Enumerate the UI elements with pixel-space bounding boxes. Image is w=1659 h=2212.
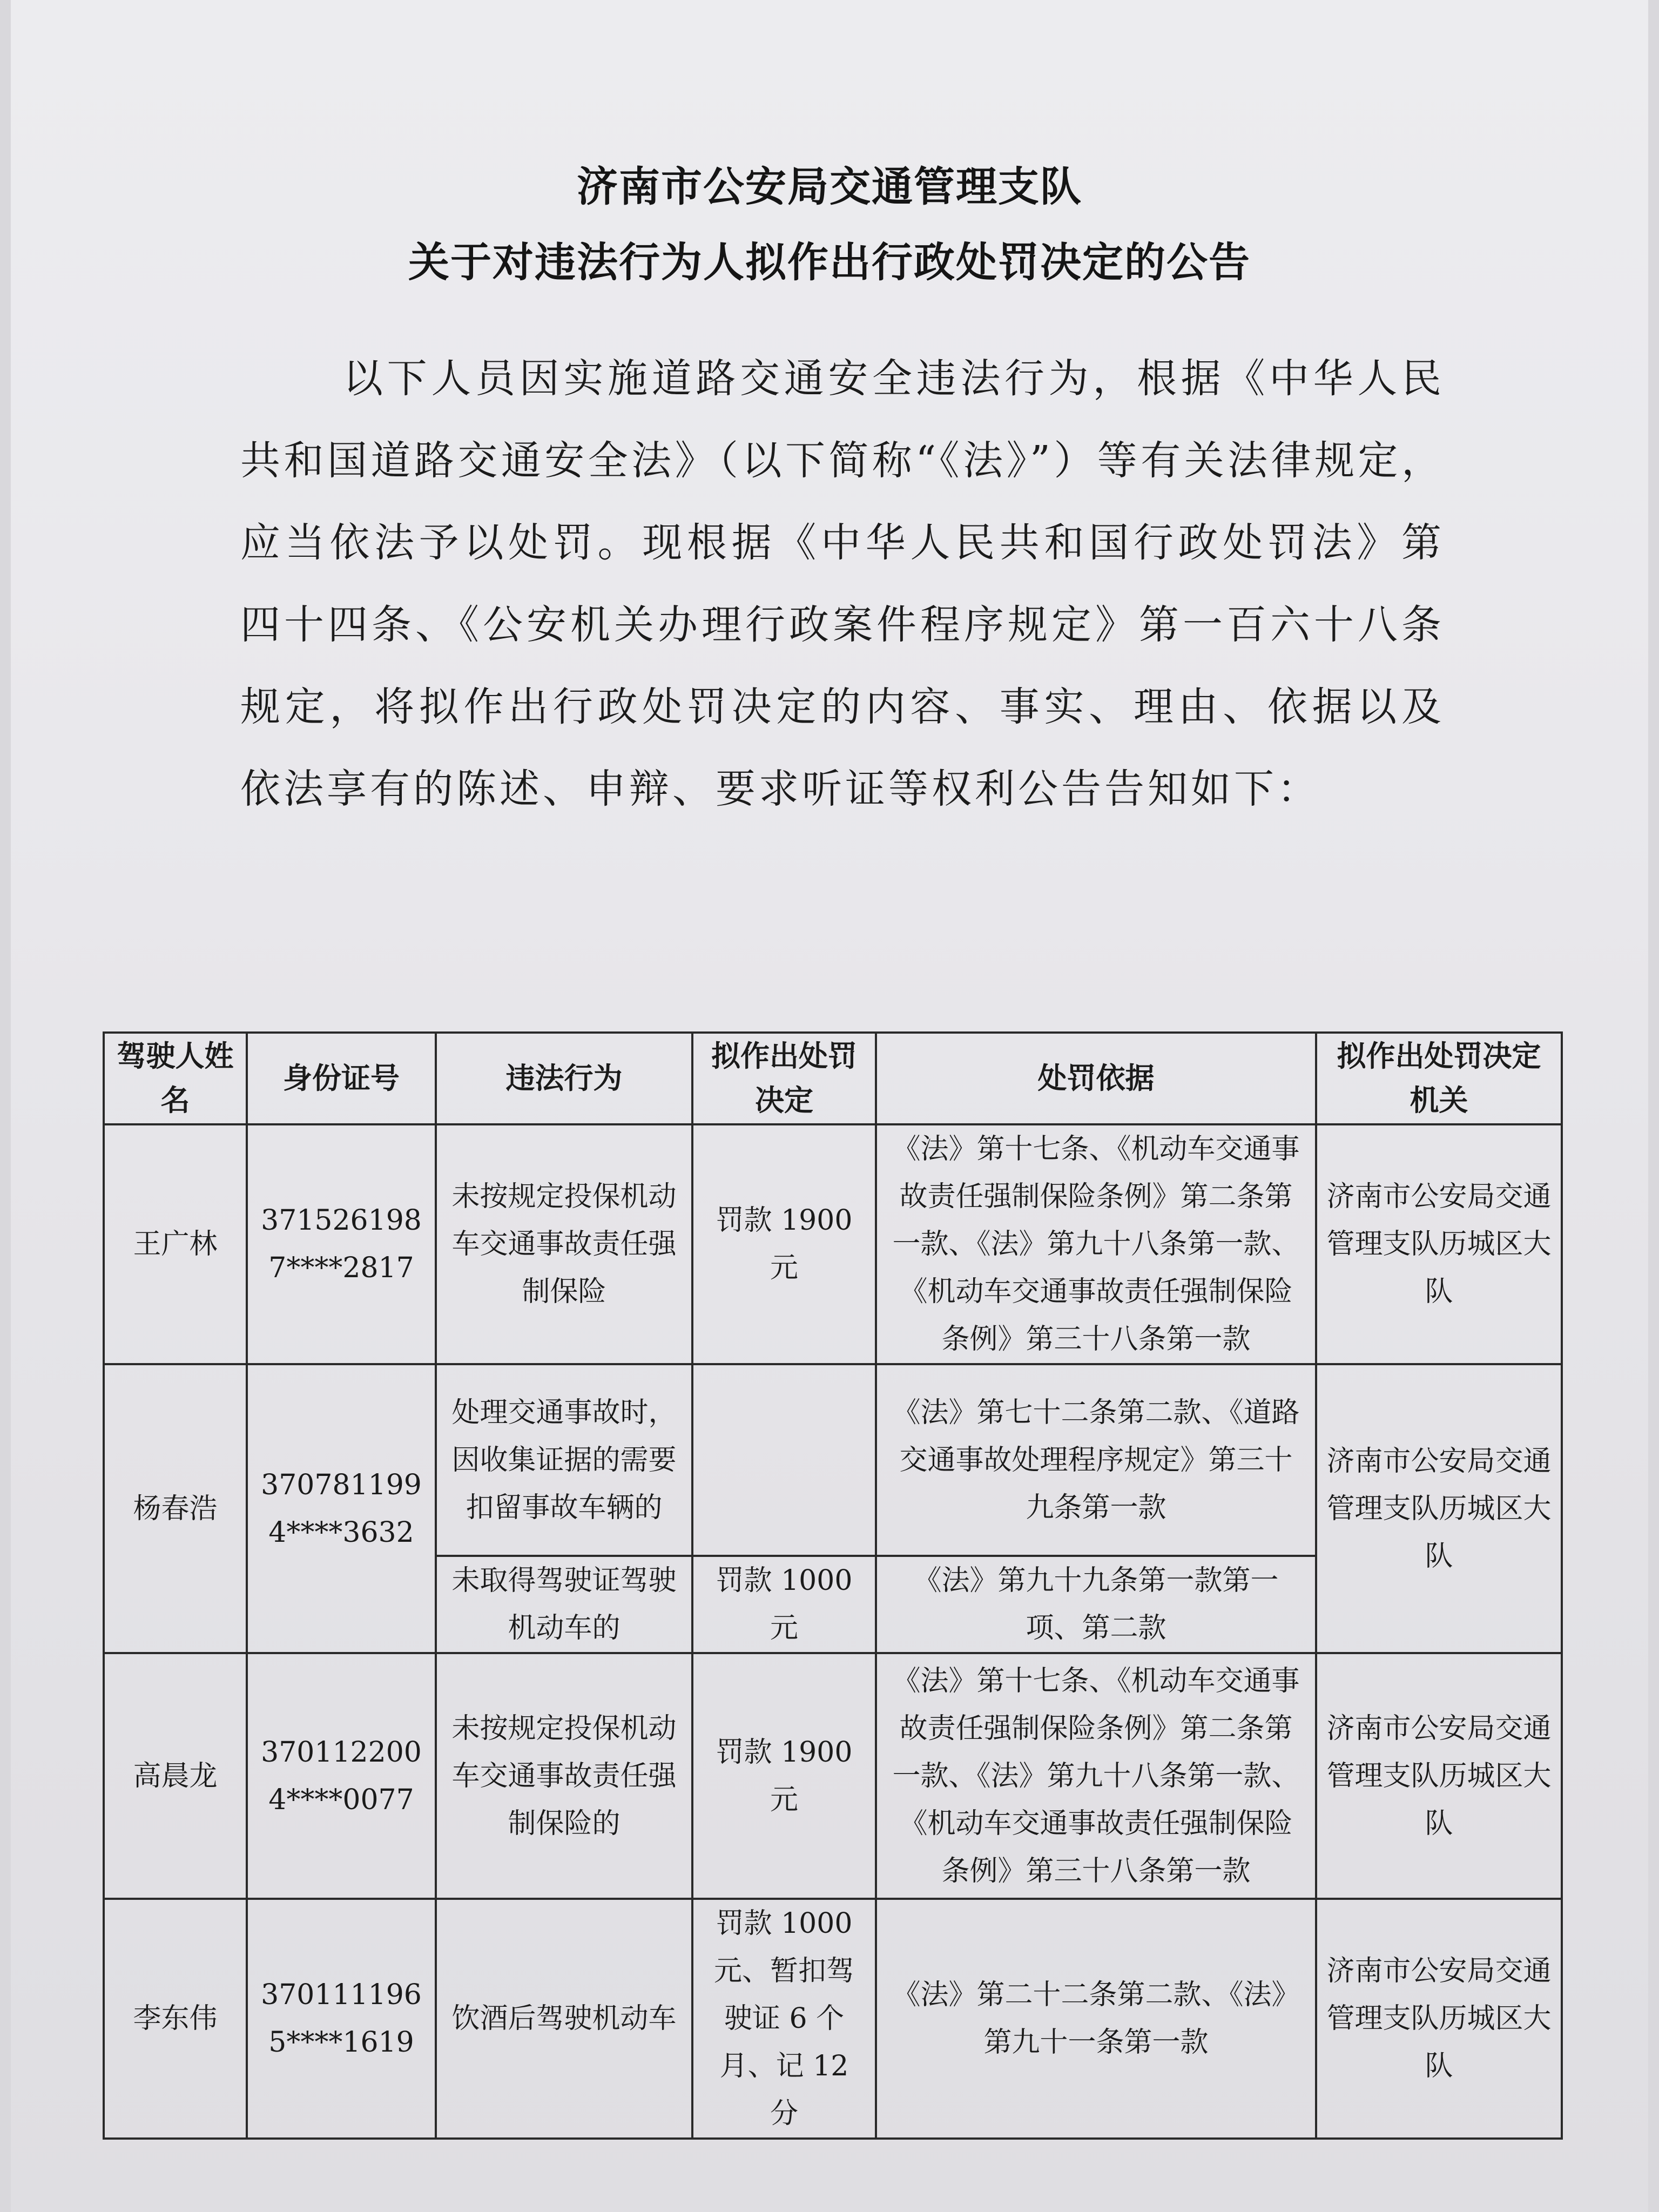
authority: 济南市公安局交通管理支队历城区大队 (1316, 1124, 1562, 1364)
id-number: 3707811994****3632 (247, 1364, 436, 1653)
basis: 《法》第七十二条第二款、《道路交通事故处理程序规定》第三十九条第一款 (876, 1364, 1316, 1556)
table-row (104, 1653, 1562, 1899)
penalty (692, 1364, 876, 1556)
violation: 未取得驾驶证驾驶机动车的 (436, 1556, 692, 1653)
penalty: 罚款 1000 元、暂扣驾驶证 6 个月、记 12 分 (692, 1899, 876, 2139)
header-penalty: 拟作出处罚决定 (692, 1033, 876, 1124)
penalty: 罚款 1000 元 (692, 1556, 876, 1653)
table-row (104, 1899, 1562, 2139)
driver-name: 杨春浩 (104, 1364, 247, 1653)
document-title-line1: 济南市公安局交通管理支队 (577, 163, 1082, 211)
header-basis: 处罚依据 (876, 1033, 1316, 1124)
authority: 济南市公安局交通管理支队历城区大队 (1316, 1899, 1562, 2139)
authority: 济南市公安局交通管理支队历城区大队 (1316, 1364, 1562, 1653)
penalty-table (103, 1031, 1563, 2140)
violation: 未按规定投保机动车交通事故责任强制保险的 (436, 1653, 692, 1899)
violation: 饮酒后驾驶机动车 (436, 1899, 692, 2139)
document-title-line2: 关于对违法行为人拟作出行政处罚决定的公告 (408, 238, 1251, 286)
header-driver-name: 驾驶人姓名 (104, 1033, 247, 1124)
table-row (104, 1364, 1562, 1556)
basis: 《法》第九十九条第一款第一项、第二款 (876, 1556, 1316, 1653)
table-row (104, 1124, 1562, 1364)
basis: 《法》第十七条、《机动车交通事故责任强制保险条例》第二条第一款、《法》第九十八条第一款、《机动车交通事故责任强制保险条例》第三十八条第一款 (876, 1124, 1316, 1364)
id-number: 3701122004****0077 (247, 1653, 436, 1899)
driver-name: 王广林 (104, 1124, 247, 1364)
violation: 处理交通事故时，因收集证据的需要扣留事故车辆的 (436, 1364, 692, 1556)
id-number: 3715261987****2817 (247, 1124, 436, 1364)
violation: 未按规定投保机动车交通事故责任强制保险 (436, 1124, 692, 1364)
driver-name: 高晨龙 (104, 1653, 247, 1899)
basis: 《法》第十七条、《机动车交通事故责任强制保险条例》第二条第一款、《法》第九十八条第一款、《机动车交通事故责任强制保险条例》第三十八条第一款 (876, 1653, 1316, 1899)
driver-name: 李东伟 (104, 1899, 247, 2139)
table-header-row (104, 1033, 1562, 1124)
penalty: 罚款 1900 元 (692, 1124, 876, 1364)
header-authority: 拟作出处罚决定机关 (1316, 1033, 1562, 1124)
basis: 《法》第二十二条第二款、《法》第九十一条第一款 (876, 1899, 1316, 2139)
intro-paragraph: 以下人员因实施道路交通安全违法行为，根据《中华人民共和国道路交通安全法》（以下简称“《法》”）等有关法律规定，应当依法予以处罚。现根据《中华人民共和国行政处罚法》第四十四条、《公安机关办理行政案件程序规定》第一百六十八条规定，将拟作出行政处罚决定的内容、事实、理由、依据以及依法享有的陈述、申辩、要求听证等权利公告告知如下： (240, 355, 1445, 812)
id-number: 3701111965****1619 (247, 1899, 436, 2139)
header-id-number: 身份证号 (247, 1033, 436, 1124)
penalty: 罚款 1900 元 (692, 1653, 876, 1899)
authority: 济南市公安局交通管理支队历城区大队 (1316, 1653, 1562, 1899)
header-violation: 违法行为 (436, 1033, 692, 1124)
